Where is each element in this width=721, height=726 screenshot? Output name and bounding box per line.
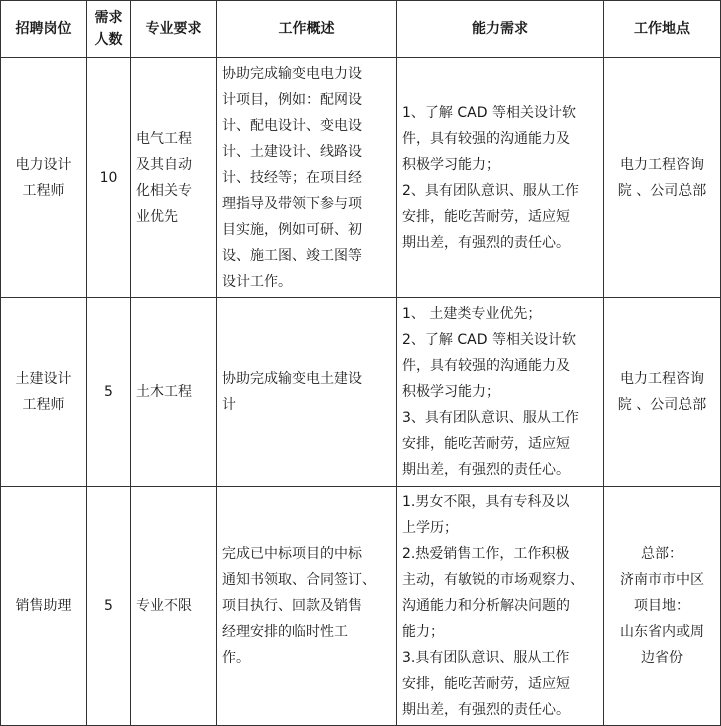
header-description: 工作概述 xyxy=(217,1,397,58)
cell-ability: 1.男女不限，具有专科及以 上学历； 2.热爱销售工作，工作积极 主动，有敏锐的市场观察力、 沟通能力和分析解决问题的 能力； 3.具有团队意识、服从工作 安排，能吃苦耐劳，适应短 期出差，有强烈的责任心。 xyxy=(397,487,604,726)
table-header-row xyxy=(1,1,721,58)
cell-position: 销售助理 xyxy=(1,487,87,726)
cell-headcount: 5 xyxy=(87,298,131,487)
cell-position: 电力设计 工程师 xyxy=(1,58,87,298)
cell-ability: 1、了解 CAD 等相关设计软 件，具有较强的沟通能力及 积极学习能力； 2、具有团队意识、服从工作 安排，能吃苦耐劳，适应短 期出差，有强烈的责任心。 xyxy=(397,58,604,298)
cell-location: 电力工程咨询 院 、公司总部 xyxy=(604,58,721,298)
header-major: 专业要求 xyxy=(131,1,217,58)
header-location: 工作地点 xyxy=(604,1,721,58)
cell-ability: 1、 土建类专业优先； 2、了解 CAD 等相关设计软 件，具有较强的沟通能力及 积极学习能力； 3、具有团队意识、服从工作 安排，能吃苦耐劳，适应短 期出差，有强烈的责任心。 xyxy=(397,298,604,487)
cell-major: 专业不限 xyxy=(131,487,217,726)
table-row xyxy=(1,298,721,487)
cell-description: 协助完成输变电土建设 计 xyxy=(217,298,397,487)
cell-major: 土木工程 xyxy=(131,298,217,487)
table-row xyxy=(1,487,721,726)
header-ability: 能力需求 xyxy=(397,1,604,58)
cell-position: 土建设计 工程师 xyxy=(1,298,87,487)
cell-major: 电气工程 及其自动 化相关专 业优先 xyxy=(131,58,217,298)
table-row xyxy=(1,58,721,298)
cell-headcount: 5 xyxy=(87,487,131,726)
header-position: 招聘岗位 xyxy=(1,1,87,58)
cell-description: 完成已中标项目的中标 通知书领取、合同签订、 项目执行、回款及销售 经理安排的临时性工 作。 xyxy=(217,487,397,726)
cell-location: 电力工程咨询 院 、公司总部 xyxy=(604,298,721,487)
cell-description: 协助完成输变电电力设 计项目，例如：配网设 计、配电设计、变电设 计、土建设计、线路设 计、技经等；在项目经 理指导及带领下参与项 目实施，例如可研、初 设、施工图、竣工图等 设计工作。 xyxy=(217,58,397,298)
header-headcount: 需求 人数 xyxy=(87,1,131,58)
cell-location: 总部： 济南市市中区 项目地： 山东省内或周 边省份 xyxy=(604,487,721,726)
cell-headcount: 10 xyxy=(87,58,131,298)
